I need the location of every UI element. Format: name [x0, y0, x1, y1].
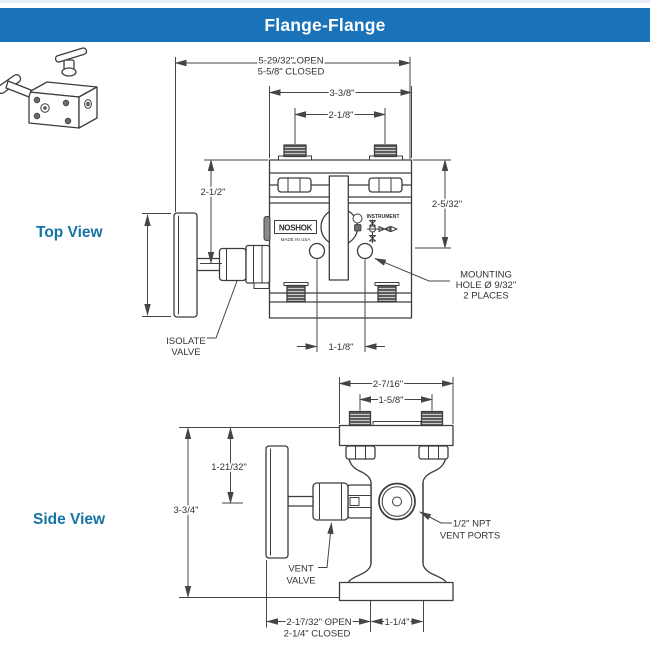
made-in-text: MADE IN USA: [280, 237, 311, 242]
manifold-isometric-thumbnail: [0, 47, 97, 128]
side-view-label: Side View: [33, 511, 106, 528]
body-web-right-edge: [423, 445, 446, 583]
mounting-hole-label-1: MOUNTING: [460, 269, 512, 281]
dim-open: 2-17/32" OPEN: [286, 617, 352, 628]
isolate-valve-label-1: ISOLATE: [166, 336, 206, 347]
top-flange: [340, 426, 454, 446]
mounting-hole-label-2: HOLE Ø 9/32": [455, 280, 517, 291]
vent-valve-stem: [288, 497, 313, 507]
dim-closed: 2-1/4" CLOSED: [283, 628, 351, 640]
vent-valve-gland: [313, 483, 348, 520]
vent-port: [379, 484, 415, 520]
dim-height-left: 2-1/2": [200, 187, 226, 198]
center-slot: [329, 176, 348, 280]
dim-handle-to-center: 1-21/32": [211, 462, 247, 473]
dim-flange-width: 2-7/16": [372, 379, 404, 390]
dim-overall-open: 5-29/32" OPEN: [258, 55, 324, 67]
vent-valve-label-1: VENT: [288, 563, 314, 575]
thumbnail-top-handle-icon: [55, 47, 87, 76]
vent-valve-handle: [266, 446, 288, 558]
vent-valve-leader: [318, 523, 332, 568]
dim-overall-height: 3-3/4": [173, 505, 199, 516]
dim-stud-spacing: 2-1/8": [328, 110, 354, 121]
mounting-hole-right: [358, 244, 373, 259]
isolate-valve-nut: [246, 246, 270, 284]
isolate-valve-label-2: VALVE: [171, 347, 201, 358]
instrument-studs: [279, 145, 403, 160]
isolate-valve-gland: [220, 249, 247, 281]
bottom-flange: [340, 583, 454, 601]
instrument-text: INSTRUMENT: [366, 214, 400, 220]
dim-overall-closed: 5-5/8" CLOSED: [257, 66, 325, 78]
isolate-valve-handle: [174, 213, 197, 317]
isolate-valve-assembly: [174, 213, 270, 317]
top-view-label: Top View: [36, 224, 103, 241]
side-port: [264, 217, 270, 241]
dim-side-stud-spacing: 1-5/8": [378, 395, 404, 406]
dimension-text: [166, 56, 516, 640]
isolate-valve-leader: [206, 281, 237, 338]
vent-valve-label-2: VALVE: [286, 575, 316, 587]
thumbnail-left-handle-icon: [0, 73, 31, 97]
dim-height-right: 2-5/32": [431, 199, 463, 210]
dim-web-width: 1-1/4": [384, 617, 410, 628]
brand-logo-text: NOSHOK: [278, 223, 313, 233]
vent-ports-label-1: 1/2" NPT: [452, 518, 492, 530]
dim-hole-spacing: 1-1/8": [328, 342, 354, 353]
isolate-valve-stem: [197, 259, 220, 271]
dim-body-width: 3-3/8": [329, 88, 355, 99]
page-title: Flange-Flange: [264, 14, 386, 35]
side-view-flange-nuts: [346, 446, 448, 459]
mounting-hole-left: [310, 244, 325, 259]
vent-ports-label-2: VENT PORTS: [439, 530, 501, 542]
mounting-hole-label-3: 2 PLACES: [463, 290, 509, 302]
